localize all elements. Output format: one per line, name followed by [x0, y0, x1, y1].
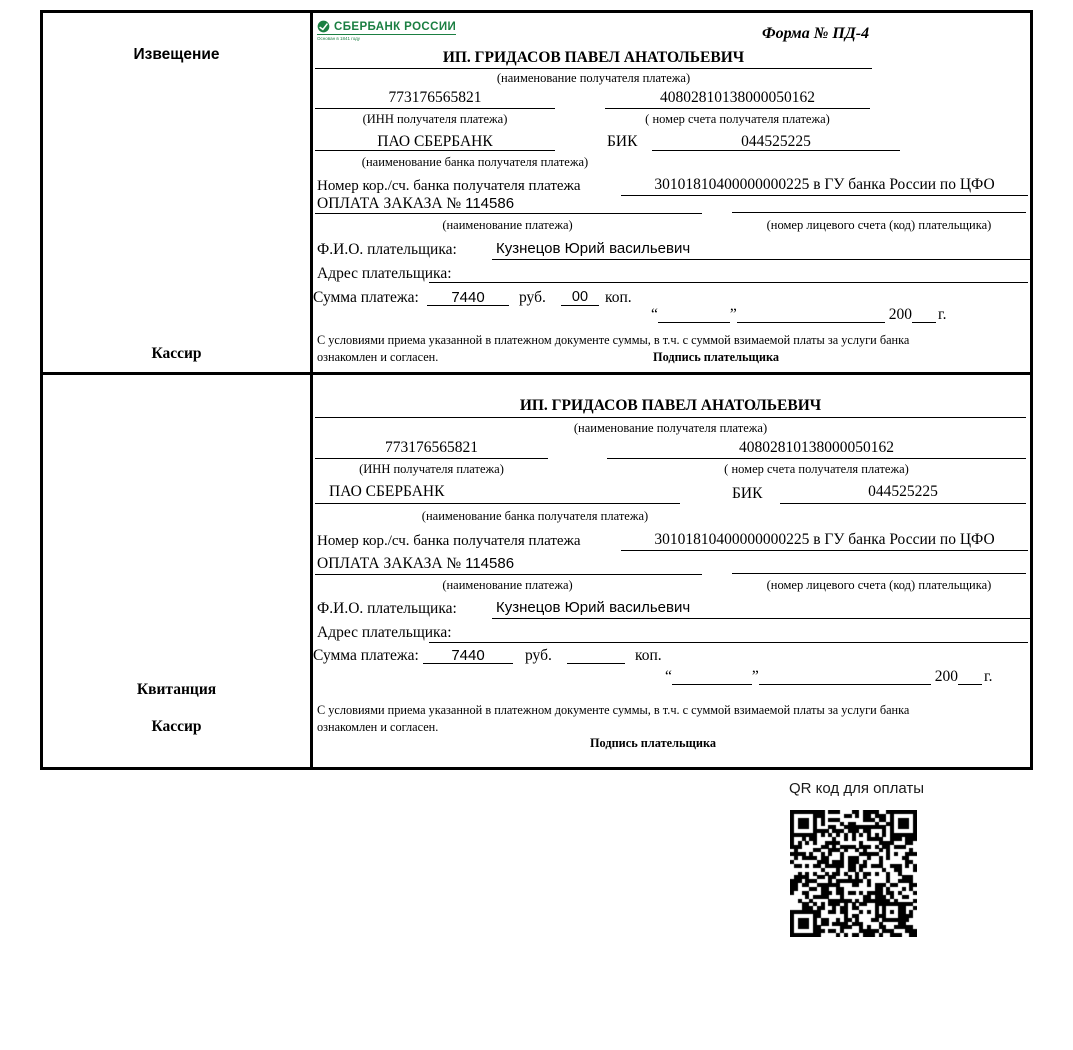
bik-label-2: БИК [732, 485, 763, 502]
recipient-caption-2: (наименование получателя платежа) [573, 421, 768, 435]
kop-label: коп. [605, 289, 632, 306]
personal-account-blank-2 [732, 555, 1026, 574]
payment-purpose-prefix: ОПЛАТА ЗАКАЗА № [317, 195, 462, 212]
quote-close-2: ” [751, 668, 759, 685]
recipient-caption: (наименование получателя платежа) [496, 71, 691, 85]
bank-name-value: ПАО СБЕРБАНК [315, 133, 555, 151]
account-caption: ( номер счета получателя платежа) [645, 112, 830, 126]
year-prefix-2: 200 [934, 668, 959, 685]
inn-value: 773176565821 [315, 89, 555, 109]
account-value: 40802810138000050162 [605, 89, 870, 109]
account-value-2: 40802810138000050162 [607, 439, 1026, 459]
rub-label-2: руб. [525, 647, 552, 664]
amount-rub-value: 7440 [427, 289, 509, 306]
personal-account-blank [732, 195, 1026, 213]
qr-block [788, 780, 948, 937]
amount-kop-value: 00 [561, 289, 599, 306]
qr-code [790, 810, 917, 937]
payer-address-label-2: Адрес плательщика: [317, 624, 452, 641]
cashier-label-2: Кассир [151, 718, 202, 735]
payment-caption-2: (наименование платежа) [442, 578, 573, 592]
payer-name-value-2: Кузнецов Юрий васильевич [492, 599, 1032, 619]
bank-caption-2: (наименование банка получателя платежа) [421, 509, 649, 523]
payer-name-label: Ф.И.О. плательщика: [317, 241, 457, 258]
corr-account-label: Номер кор./сч. банка получателя платежа [317, 178, 581, 194]
side-cell-kvitanciya [43, 375, 313, 767]
side-cell-izveshchenie [43, 13, 313, 372]
quote-open-2: “ [665, 668, 672, 685]
date-month-blank-2 [759, 669, 931, 685]
account-caption-2: ( номер счета получателя платежа) [724, 462, 909, 476]
date-month-blank [737, 307, 885, 323]
bik-value: 044525225 [652, 133, 900, 151]
corr-account-value-2: 30101810400000000225 в ГУ банка России по ЦФО [621, 531, 1028, 551]
sberbank-logo-text: СБЕРБАНК РОССИИ [334, 20, 457, 33]
year-suffix-2: г. [984, 668, 993, 685]
date-year-blank [912, 307, 936, 323]
payer-address-blank-2 [429, 623, 1028, 643]
personal-account-caption: (номер лицевого счета (код) плательщика) [766, 218, 992, 232]
year-prefix: 200 [888, 306, 913, 323]
recipient-name: ИП. ГРИДАСОВ ПАВЕЛ АНАТОЛЬЕВИЧ [315, 49, 872, 69]
order-number-2: 114586 [465, 555, 515, 572]
date-day-blank [658, 307, 730, 323]
inn-value-2: 773176565821 [315, 439, 548, 459]
bik-label: БИК [607, 133, 638, 150]
form-cell-izveshchenie [313, 13, 1030, 372]
sberbank-logo [317, 20, 456, 41]
payer-name-label-2: Ф.И.О. плательщика: [317, 600, 457, 617]
kvitanciya-label: Квитанция [136, 681, 217, 698]
signature-label-2: Подпись плательщика [589, 736, 716, 750]
kop-label-2: коп. [635, 647, 662, 664]
section-izveshchenie [43, 13, 1030, 375]
payer-address-label: Адрес плательщика: [317, 265, 452, 282]
agreement-line2-2: ознакомлен и согласен. [317, 720, 439, 734]
agreement-line1-2: С условиями приема указанной в платежном документе суммы, в т.ч. с суммой взимаемой платы за услуги банка [317, 703, 910, 717]
section-kvitanciya [43, 375, 1030, 767]
izveshchenie-label: Извещение [133, 46, 220, 63]
pd4-table [40, 10, 1033, 770]
order-number: 114586 [465, 195, 515, 212]
date-year-blank-2 [958, 669, 982, 685]
bank-caption: (наименование банка получателя платежа) [361, 155, 589, 169]
agreement-line1: С условиями приема указанной в платежном документе суммы, в т.ч. с суммой взимаемой платы за услуги банка [317, 333, 910, 347]
rub-label: руб. [519, 289, 546, 306]
agreement-line2: ознакомлен и согласен. [317, 350, 439, 364]
signature-label-1: Подпись плательщика [653, 350, 780, 364]
amount-rub-value-2: 7440 [423, 647, 513, 664]
amount-label-2: Сумма платежа: [313, 647, 419, 664]
payment-purpose-prefix-2: ОПЛАТА ЗАКАЗА № [317, 555, 462, 572]
corr-account-label-2: Номер кор./сч. банка получателя платежа [317, 533, 581, 549]
form-number: Форма № ПД-4 [762, 25, 870, 42]
payer-name-value: Кузнецов Юрий васильевич [492, 240, 1032, 260]
amount-kop-value-2 [567, 647, 625, 664]
quote-close: ” [729, 306, 737, 323]
form-cell-kvitanciya [313, 375, 1030, 767]
date-day-blank-2 [672, 669, 752, 685]
year-suffix: г. [938, 306, 947, 323]
sberbank-logo-tagline: Основан в 1841 году [317, 36, 361, 41]
payment-caption: (наименование платежа) [442, 218, 573, 232]
bank-name-value-2: ПАО СБЕРБАНК [315, 483, 680, 504]
date-line [651, 306, 947, 323]
corr-account-value: 30101810400000000225 в ГУ банка России по ЦФО [621, 176, 1028, 196]
recipient-name-2: ИП. ГРИДАСОВ ПАВЕЛ АНАТОЛЬЕВИЧ [315, 397, 1026, 418]
payer-address-blank [429, 264, 1028, 283]
payment-purpose-2 [315, 555, 702, 575]
cashier-label-1: Кассир [151, 345, 202, 362]
quote-open: “ [651, 306, 658, 323]
sberbank-logo-icon [317, 20, 330, 33]
date-line-2 [665, 668, 993, 685]
bik-value-2: 044525225 [780, 483, 1026, 504]
payment-purpose [315, 195, 702, 214]
inn-caption: (ИНН получателя платежа) [362, 112, 508, 126]
personal-account-caption-2: (номер лицевого счета (код) плательщика) [766, 578, 992, 592]
qr-caption: QR код для оплаты [789, 780, 925, 797]
inn-caption-2: (ИНН получателя платежа) [359, 462, 504, 476]
amount-label: Сумма платежа: [313, 289, 419, 306]
